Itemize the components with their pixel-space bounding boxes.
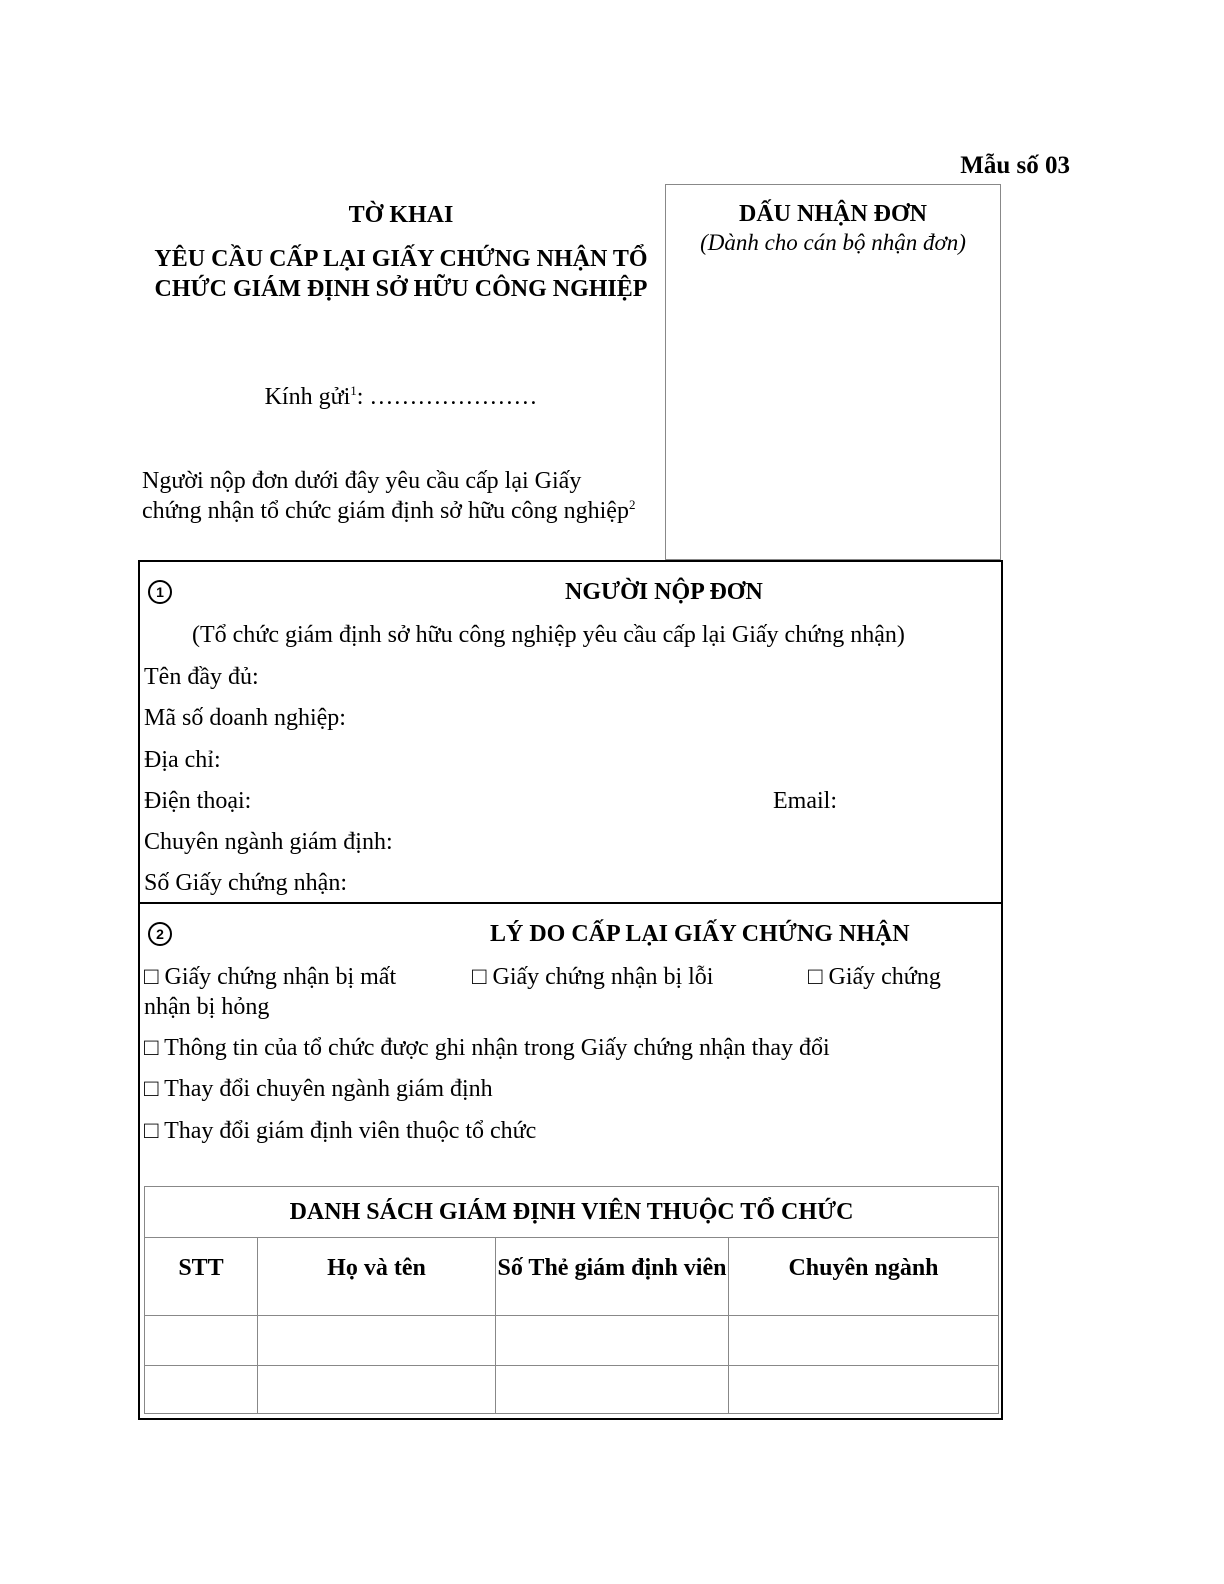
checkbox-damaged-label-cont: nhận bị hỏng — [144, 994, 270, 1020]
checkbox-icon: □ — [144, 1118, 159, 1144]
table-cell[interactable] — [258, 1366, 496, 1413]
specialty-field: Chuyên ngành giám định: — [144, 829, 393, 855]
column-header-card-number: Số Thẻ giám định viên — [496, 1237, 729, 1316]
address-field: Địa chỉ: — [144, 747, 221, 773]
table-cell[interactable] — [729, 1366, 998, 1413]
checkbox-icon: □ — [472, 964, 487, 990]
intro-paragraph — [142, 466, 642, 526]
recipient-line — [140, 384, 662, 411]
section1-title: NGƯỜI NỘP ĐƠN — [565, 579, 763, 605]
section-applicant — [138, 560, 1003, 904]
stamp-title: DẤU NHẬN ĐƠN — [739, 201, 927, 227]
intro-footnote: 2 — [628, 497, 636, 512]
table-cell[interactable] — [258, 1316, 496, 1366]
column-header-stt: STT — [145, 1237, 258, 1316]
table-cell[interactable] — [729, 1316, 998, 1366]
checkbox-icon: □ — [144, 1076, 159, 1102]
checkbox-icon: □ — [808, 964, 823, 990]
checkbox-label: Thay đổi giám định viên thuộc tổ chức — [164, 1118, 537, 1144]
form-title-line1: TỜ KHAI — [348, 202, 454, 228]
receipt-stamp-box — [665, 184, 1001, 560]
stamp-subtitle: (Dành cho cán bộ nhận đơn) — [700, 230, 966, 255]
section1-subtitle: (Tổ chức giám định sở hữu công nghiệp yêu cầu cấp lại Giấy chứng nhận) — [192, 622, 905, 648]
email-field: Email: — [773, 788, 837, 814]
table-cell[interactable] — [496, 1316, 729, 1366]
assessor-list-table — [144, 1186, 999, 1414]
intro-text: Người nộp đơn dưới đây yêu cầu cấp lại Giấy chứng nhận tổ chức giám định sở hữu công nghiệp — [142, 468, 629, 524]
table-cell[interactable] — [145, 1366, 258, 1413]
checkbox-certificate-error[interactable] — [472, 964, 713, 991]
table-cell[interactable] — [496, 1366, 729, 1413]
checkbox-label: Giấy chứng nhận bị lỗi — [492, 964, 714, 990]
checkbox-certificate-lost[interactable] — [144, 964, 396, 991]
checkbox-label: Giấy chứng nhận bị mất — [164, 964, 397, 990]
checkbox-icon: □ — [144, 964, 159, 990]
full-name-field: Tên đầy đủ: — [144, 664, 259, 690]
recipient-dots: : ………………… — [356, 384, 538, 410]
checkbox-label: Giấy chứng — [828, 964, 941, 990]
circled-number-2-icon: 2 — [148, 922, 172, 946]
table-cell[interactable] — [145, 1316, 258, 1366]
checkbox-icon: □ — [144, 1035, 159, 1061]
table-title: DANH SÁCH GIÁM ĐỊNH VIÊN THUỘC TỔ CHỨC — [145, 1187, 998, 1238]
circled-number-1-icon: 1 — [148, 580, 172, 604]
certificate-number-field: Số Giấy chứng nhận: — [144, 870, 347, 896]
form-number: Mẫu số 03 — [960, 152, 1070, 179]
form-title — [140, 200, 662, 304]
recipient-footnote: 1 — [350, 383, 357, 398]
checkbox-info-changed[interactable] — [144, 1035, 830, 1062]
checkbox-assessor-changed[interactable] — [144, 1118, 536, 1145]
form-title-line2: YÊU CẦU CẤP LẠI GIẤY CHỨNG NHẬN TỔ CHỨC GIÁM ĐỊNH SỞ HỮU CÔNG NGHIỆP — [154, 246, 648, 302]
column-header-name: Họ và tên — [258, 1237, 496, 1316]
business-code-field: Mã số doanh nghiệp: — [144, 705, 346, 731]
checkbox-certificate-damaged[interactable] — [808, 964, 941, 991]
checkbox-label: Thay đổi chuyên ngành giám định — [164, 1076, 493, 1102]
phone-field: Điện thoại: — [144, 788, 252, 814]
column-header-specialty: Chuyên ngành — [729, 1237, 998, 1316]
recipient-label: Kính gửi — [264, 384, 351, 410]
checkbox-specialty-changed[interactable] — [144, 1076, 493, 1103]
section-reason — [138, 902, 1003, 1420]
section2-title: LÝ DO CẤP LẠI GIẤY CHỨNG NHẬN — [490, 921, 910, 947]
checkbox-label: Thông tin của tổ chức được ghi nhận trong Giấy chứng nhận thay đổi — [164, 1035, 830, 1061]
